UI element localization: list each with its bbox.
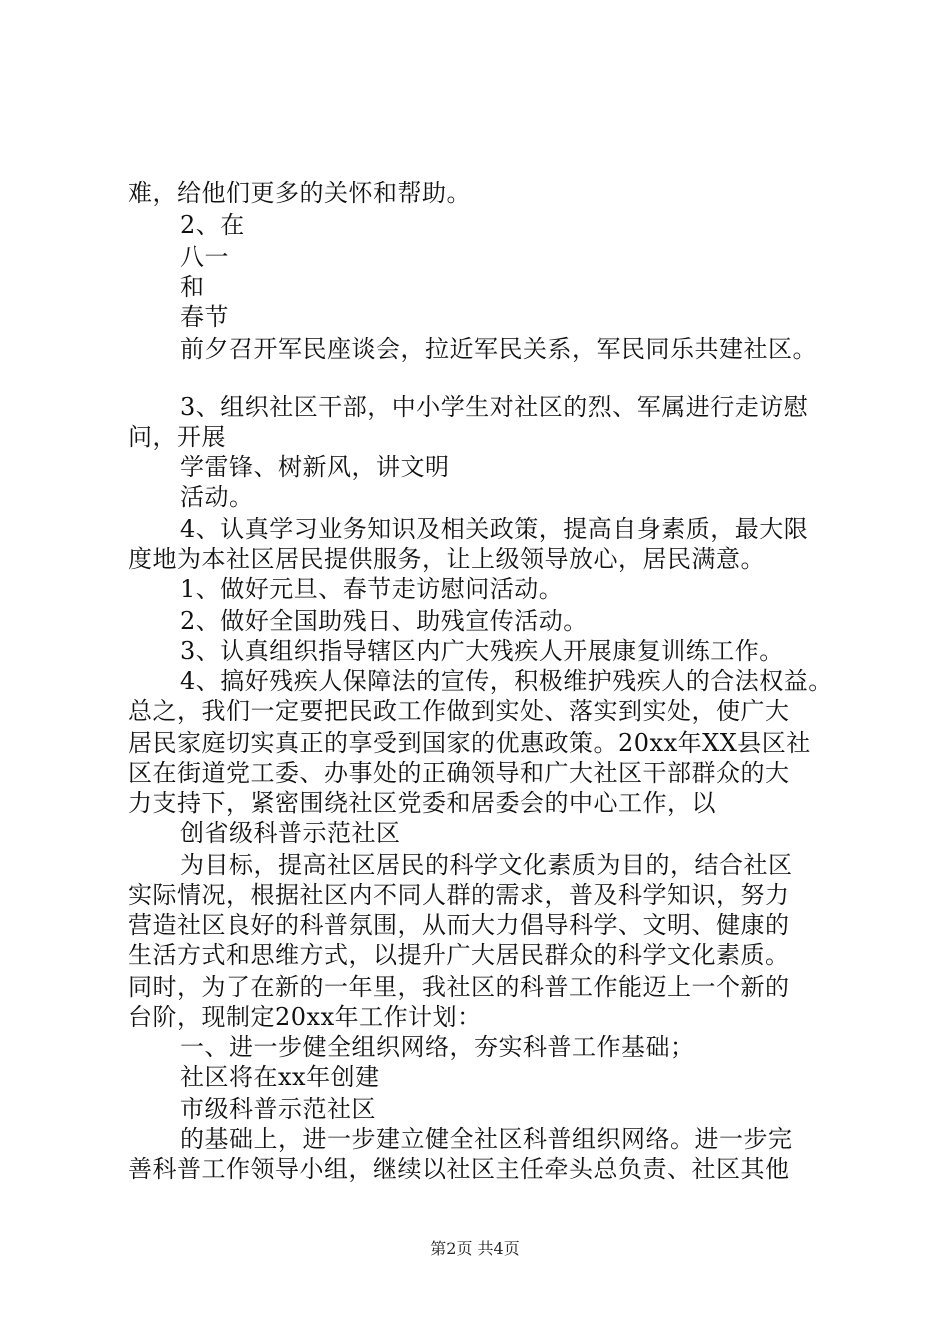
text-line-10: 活动。 — [180, 483, 254, 511]
text-line-26: 同时，为了在新的一年里，我社区的科普工作能迈上一个新的 — [128, 973, 790, 1001]
text-line-20: 力支持下，紧密围绕社区党委和居委会的中心工作，以 — [128, 789, 716, 817]
text-line-24: 营造社区良好的科普氛围，从而大力倡导科学、文明、健康的 — [128, 911, 790, 939]
text-line-2: 2、在 — [180, 211, 245, 239]
text-line-19: 区在街道党工委、办事处的正确领导和广大社区干部群众的大 — [128, 759, 790, 787]
text-line-27: 台阶，现制定20xx年工作计划： — [128, 1003, 482, 1031]
text-line-6: 前夕召开军民座谈会，拉近军民关系，军民同乐共建社区。 — [180, 335, 817, 363]
text-line-21: 创省级科普示范社区 — [180, 819, 401, 847]
text-line-14: 2、做好全国助残日、助残宣传活动。 — [180, 607, 588, 635]
text-line-1: 难，给他们更多的关怀和帮助。 — [128, 179, 471, 207]
text-line-30: 市级科普示范社区 — [180, 1095, 376, 1123]
text-line-15: 3、认真组织指导辖区内广大残疾人开展康复训练工作。 — [180, 637, 784, 665]
text-line-16: 4、搞好残疾人保障法的宣传，积极维护残疾人的合法权益。 — [180, 667, 833, 695]
text-line-5: 春节 — [180, 303, 229, 331]
text-line-12: 度地为本社区居民提供服务，让上级领导放心，居民满意。 — [128, 545, 765, 573]
text-line-28: 一、进一步健全组织网络，夯实科普工作基础； — [180, 1033, 695, 1061]
text-line-29: 社区将在xx年创建 — [180, 1063, 380, 1091]
text-line-23: 实际情况，根据社区内不同人群的需求，普及科学知识，努力 — [128, 881, 790, 909]
page-footer: 第2页 共4页 — [430, 1239, 520, 1258]
text-line-13: 1、做好元旦、春节走访慰问活动。 — [180, 575, 564, 603]
text-line-9: 学雷锋、树新风，讲文明 — [180, 453, 450, 481]
text-line-25: 生活方式和思维方式，以提升广大居民群众的科学文化素质。 — [128, 941, 790, 969]
text-line-7: 3、组织社区干部，中小学生对社区的烈、军属进行走访慰 — [180, 393, 809, 421]
text-line-31: 的基础上，进一步建立健全社区科普组织网络。进一步完 — [180, 1125, 793, 1153]
text-line-17: 总之，我们一定要把民政工作做到实处、落实到实处，使广大 — [128, 697, 790, 725]
text-line-4: 和 — [180, 273, 205, 301]
text-line-8: 问，开展 — [128, 423, 226, 451]
text-line-3: 八一 — [180, 243, 229, 271]
text-line-11: 4、认真学习业务知识及相关政策，提高自身素质，最大限 — [180, 515, 809, 543]
text-line-32: 善科普工作领导小组，继续以社区主任牵头总负责、社区其他 — [128, 1155, 790, 1183]
text-line-18: 居民家庭切实真正的享受到国家的优惠政策。20xx年XX县区社 — [128, 729, 811, 757]
text-line-22: 为目标，提高社区居民的科学文化素质为目的，结合社区 — [180, 851, 793, 879]
